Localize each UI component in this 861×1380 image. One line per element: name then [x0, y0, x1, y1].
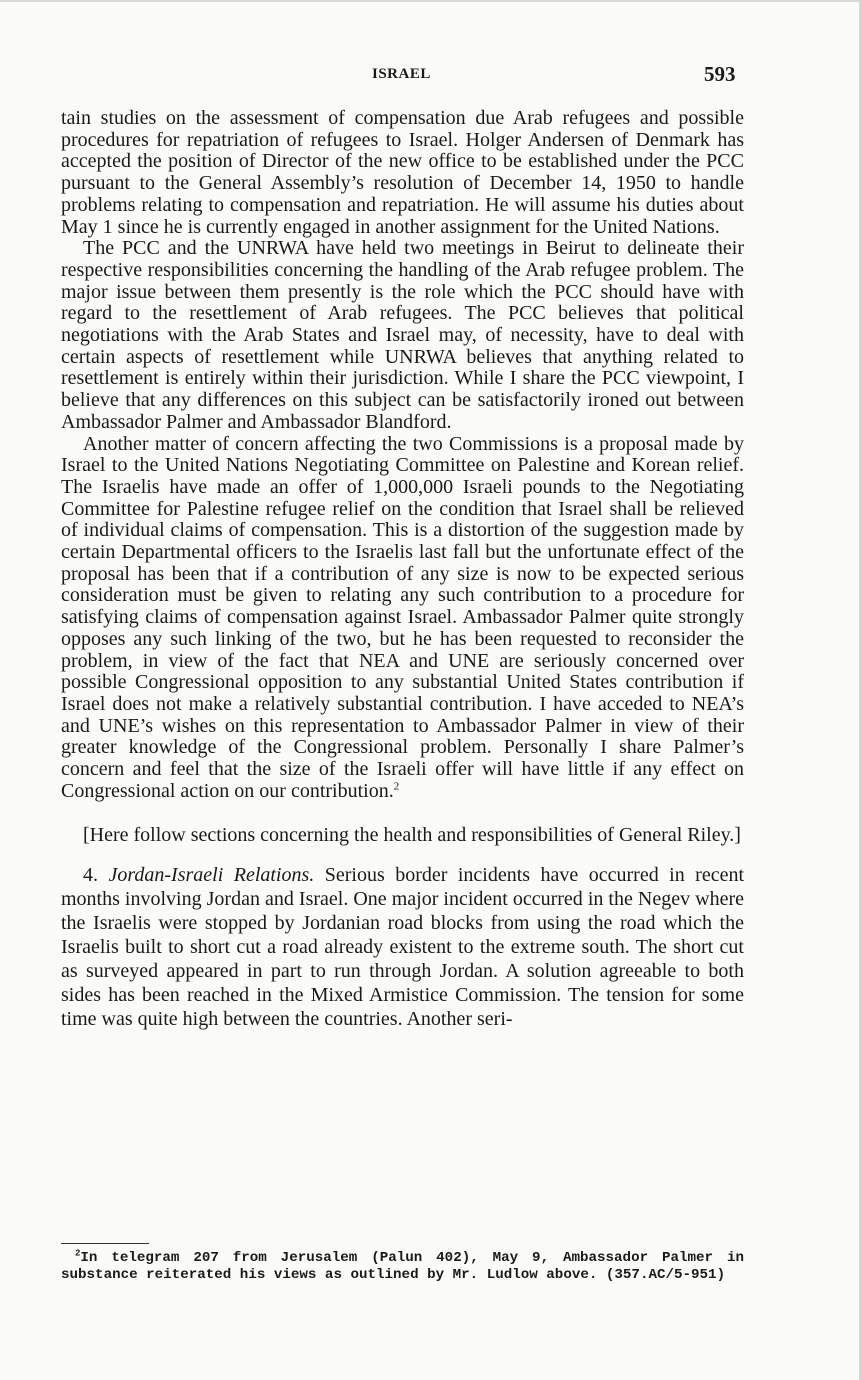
footnote-text: In telegram 207 from Jerusalem (Palun 402), May 9, Ambassador Palmer in substance reiterated his views as outlined by Mr. Ludlow above. (357.AC/5-951) [61, 1250, 744, 1283]
footnote-mark: 2 [75, 1248, 81, 1259]
running-title: ISRAEL [372, 66, 431, 82]
paragraph-israel-proposal-text: Another matter of concern affecting the two Commissions is a proposal made by Israel to the United Nations Negotiating Committee on Palestine and Korean relief. The Israelis have made an offer of 1,000,000 Israeli pounds to the Negotiating Committee for Palestine refugee relief on the condition that Israel shall be relieved of individual claims of compensation. This is a distortion of the suggestion made by certain Departmental officers to the Israelis last fall but the unfortunate effect of the proposal has been that if a contribution of any size is now to be expected serious consideration must be given to relating any such contribution to a procedure for satisfying claims of compensation against Israel. Ambassador Palmer quite strongly opposes any such linking of the two, but he has been requested to reconsider the problem, in view of the fact that NEA and UNE are seriously concerned over possible Congressional opposition to any substantial United States contribution if Israel does not make a relatively substantial contribution. I have acceded to NEA’s and UNE’s wishes on this representation to Ambassador Palmer in view of their greater knowledge of the Congressional problem. Personally I share Palmer’s concern and feel that the size of the Israeli offer will have little if any effect on Congressional action on our contribution. [61, 432, 744, 802]
editorial-note: [Here follow sections concerning the health and responsibilities of General Riley.] [83, 823, 741, 846]
section-text: Serious border incidents have occurred in recent months involving Jordan and Israel. One major incident occurred in the Negev where the Israelis were stopped by Jordanian road blocks from using the road which the Israelis built to short cut a road already existent to the extreme south. The short cut as surveyed appeared in part to run through Jordan. A solution agreeable to both sides has been reached in the Mixed Armistice Commission. The tension for some time was quite high between the countries. Another seri- [61, 863, 745, 1030]
section-heading: Jordan-Israeli Relations. [108, 863, 315, 886]
body-text [61, 108, 744, 1031]
section-jordan-israeli-relations [61, 863, 744, 1031]
page-top-edge [0, 0, 861, 2]
page-number: 593 [704, 62, 736, 86]
paragraph-continuation: tain studies on the assessment of compensation due Arab refugees and possible procedures for repatriation of refugees to Israel. Holger Andersen of Denmark has accepted the position of Director of the new office to be established under the PCC pursuant to the General Assembly’s resolution of December 14, 1950 to handle problems relating to compensation and repatriation. He will assume his duties about May 1 since he is currently engaged in another assignment for the United Nations. [61, 107, 744, 238]
footnote-divider [61, 1243, 149, 1244]
running-head [0, 62, 861, 92]
section-number: 4. [83, 863, 98, 886]
footnote [61, 1250, 744, 1283]
footnote-reference: 2 [393, 780, 400, 793]
paragraph-israel-proposal [61, 434, 744, 803]
paragraph-pcc-unrwa: The PCC and the UNRWA have held two meetings in Beirut to delineate their respective responsibilities concerning the handling of the Arab refugee problem. The major issue between them presently is the role which the PCC should have with regard to the resettlement of Arab refugees. The PCC believes that political negotiations with the Arab States and Israel may, of necessity, have to deal with certain aspects of resettlement while UNRWA believes that anything related to resettlement is entirely within their jurisdiction. While I share the PCC viewpoint, I believe that any differences on this subject can be satisfactorily ironed out between Ambassador Palmer and Ambassador Blandford. [61, 237, 744, 433]
